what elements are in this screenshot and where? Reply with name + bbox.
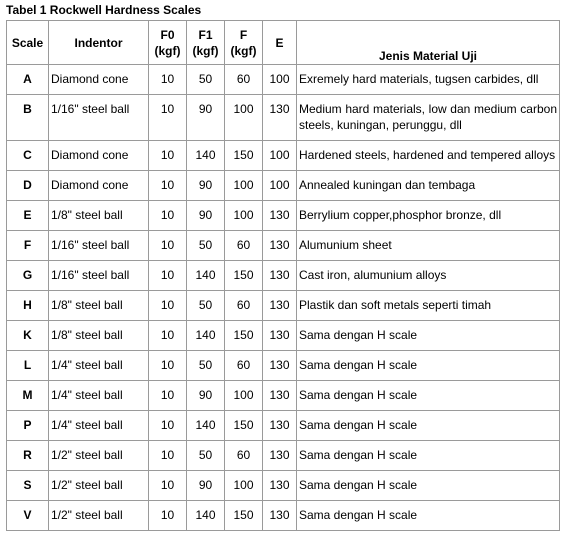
cell-material: Sama dengan H scale <box>297 441 560 471</box>
cell-material: Sama dengan H scale <box>297 471 560 501</box>
cell-indentor: 1/4" steel ball <box>49 381 149 411</box>
cell-material: Hardened steels, hardened and tempered alloys <box>297 141 560 171</box>
header-indentor: Indentor <box>49 21 149 65</box>
table-caption: Tabel 1 Rockwell Hardness Scales <box>6 3 202 17</box>
cell-f: 100 <box>225 471 263 501</box>
cell-e: 130 <box>263 321 297 351</box>
table-row <box>7 501 560 531</box>
table-row <box>7 471 560 501</box>
header-e: E <box>263 21 297 65</box>
cell-e: 130 <box>263 351 297 381</box>
cell-scale: H <box>7 291 49 321</box>
cell-indentor: 1/4" steel ball <box>49 411 149 441</box>
header-f1-unit: (kgf) <box>192 43 219 58</box>
cell-f1: 50 <box>187 441 225 471</box>
cell-f0: 10 <box>149 231 187 261</box>
cell-e: 130 <box>263 441 297 471</box>
cell-f1: 140 <box>187 411 225 441</box>
cell-indentor: Diamond cone <box>49 171 149 201</box>
cell-f: 100 <box>225 95 263 141</box>
table-row <box>7 411 560 441</box>
cell-f1: 50 <box>187 351 225 381</box>
cell-f0: 10 <box>149 471 187 501</box>
cell-scale: C <box>7 141 49 171</box>
table-row <box>7 261 560 291</box>
header-f1 <box>187 21 225 65</box>
header-f1-name: F1 <box>198 27 213 42</box>
cell-indentor: 1/2" steel ball <box>49 501 149 531</box>
cell-indentor: 1/16" steel ball <box>49 261 149 291</box>
cell-e: 130 <box>263 411 297 441</box>
cell-material: Berrylium copper,phosphor bronze, dll <box>297 201 560 231</box>
cell-f: 60 <box>225 441 263 471</box>
cell-f0: 10 <box>149 95 187 141</box>
cell-material: Sama dengan H scale <box>297 501 560 531</box>
cell-material: Sama dengan H scale <box>297 411 560 441</box>
header-f0-unit: (kgf) <box>154 43 181 58</box>
cell-f0: 10 <box>149 501 187 531</box>
cell-e: 130 <box>263 95 297 141</box>
cell-f1: 50 <box>187 65 225 95</box>
cell-f0: 10 <box>149 381 187 411</box>
cell-f1: 90 <box>187 171 225 201</box>
cell-f0: 10 <box>149 441 187 471</box>
cell-scale: K <box>7 321 49 351</box>
cell-indentor: 1/4" steel ball <box>49 351 149 381</box>
cell-indentor: Diamond cone <box>49 65 149 95</box>
table-row <box>7 351 560 381</box>
cell-material: Sama dengan H scale <box>297 321 560 351</box>
cell-material: Alumunium sheet <box>297 231 560 261</box>
cell-material: Cast iron, alumunium alloys <box>297 261 560 291</box>
cell-e: 130 <box>263 261 297 291</box>
cell-e: 130 <box>263 501 297 531</box>
cell-indentor: 1/16" steel ball <box>49 95 149 141</box>
cell-f1: 140 <box>187 141 225 171</box>
cell-f: 60 <box>225 291 263 321</box>
header-f <box>225 21 263 65</box>
cell-material: Annealed kuningan dan tembaga <box>297 171 560 201</box>
cell-e: 100 <box>263 171 297 201</box>
cell-scale: D <box>7 171 49 201</box>
cell-e: 130 <box>263 471 297 501</box>
cell-f0: 10 <box>149 65 187 95</box>
cell-f: 100 <box>225 171 263 201</box>
cell-e: 130 <box>263 201 297 231</box>
cell-f0: 10 <box>149 321 187 351</box>
cell-scale: L <box>7 351 49 381</box>
cell-f1: 90 <box>187 201 225 231</box>
rockwell-hardness-table <box>6 20 560 531</box>
cell-f0: 10 <box>149 291 187 321</box>
cell-indentor: 1/8" steel ball <box>49 321 149 351</box>
header-scale: Scale <box>7 21 49 65</box>
cell-e: 130 <box>263 381 297 411</box>
cell-f1: 140 <box>187 321 225 351</box>
cell-indentor: 1/2" steel ball <box>49 441 149 471</box>
cell-indentor: 1/8" steel ball <box>49 291 149 321</box>
cell-scale: R <box>7 441 49 471</box>
cell-f: 60 <box>225 65 263 95</box>
table-row <box>7 291 560 321</box>
cell-e: 100 <box>263 141 297 171</box>
cell-material: Sama dengan H scale <box>297 351 560 381</box>
cell-f: 60 <box>225 231 263 261</box>
cell-scale: S <box>7 471 49 501</box>
cell-indentor: 1/16" steel ball <box>49 231 149 261</box>
cell-f0: 10 <box>149 411 187 441</box>
cell-f1: 90 <box>187 471 225 501</box>
cell-indentor: Diamond cone <box>49 141 149 171</box>
cell-f1: 90 <box>187 381 225 411</box>
table-row <box>7 65 560 95</box>
cell-scale: E <box>7 201 49 231</box>
cell-f: 150 <box>225 411 263 441</box>
table-row <box>7 201 560 231</box>
table-row <box>7 321 560 351</box>
cell-f0: 10 <box>149 261 187 291</box>
cell-scale: M <box>7 381 49 411</box>
cell-f0: 10 <box>149 171 187 201</box>
cell-f1: 90 <box>187 95 225 141</box>
cell-indentor: 1/8" steel ball <box>49 201 149 231</box>
cell-f1: 50 <box>187 291 225 321</box>
table-row <box>7 231 560 261</box>
cell-f1: 50 <box>187 231 225 261</box>
cell-f1: 140 <box>187 261 225 291</box>
cell-f0: 10 <box>149 201 187 231</box>
table-row <box>7 141 560 171</box>
cell-f: 60 <box>225 351 263 381</box>
cell-material: Medium hard materials, low dan medium carbon steels, kuningan, perunggu, dll <box>297 95 560 141</box>
header-f0 <box>149 21 187 65</box>
table-row <box>7 95 560 141</box>
cell-material: Plastik dan soft metals seperti timah <box>297 291 560 321</box>
cell-indentor: 1/2" steel ball <box>49 471 149 501</box>
cell-f1: 140 <box>187 501 225 531</box>
cell-f0: 10 <box>149 141 187 171</box>
cell-scale: G <box>7 261 49 291</box>
cell-f0: 10 <box>149 351 187 381</box>
cell-f: 100 <box>225 201 263 231</box>
cell-e: 130 <box>263 231 297 261</box>
header-material: Jenis Material Uji <box>297 21 560 65</box>
cell-scale: A <box>7 65 49 95</box>
table-row <box>7 171 560 201</box>
cell-f: 100 <box>225 381 263 411</box>
cell-f: 150 <box>225 321 263 351</box>
header-f0-name: F0 <box>160 27 175 42</box>
cell-scale: P <box>7 411 49 441</box>
header-f-name: F <box>239 27 248 42</box>
cell-material: Exremely hard materials, tugsen carbides, dll <box>297 65 560 95</box>
table-body <box>7 65 560 531</box>
cell-scale: F <box>7 231 49 261</box>
cell-e: 100 <box>263 65 297 95</box>
table-row <box>7 441 560 471</box>
cell-scale: B <box>7 95 49 141</box>
cell-scale: V <box>7 501 49 531</box>
cell-f: 150 <box>225 501 263 531</box>
cell-f: 150 <box>225 261 263 291</box>
header-f-unit: (kgf) <box>230 43 257 58</box>
cell-f: 150 <box>225 141 263 171</box>
table-header-row <box>7 21 560 65</box>
cell-e: 130 <box>263 291 297 321</box>
table-row <box>7 381 560 411</box>
cell-material: Sama dengan H scale <box>297 381 560 411</box>
